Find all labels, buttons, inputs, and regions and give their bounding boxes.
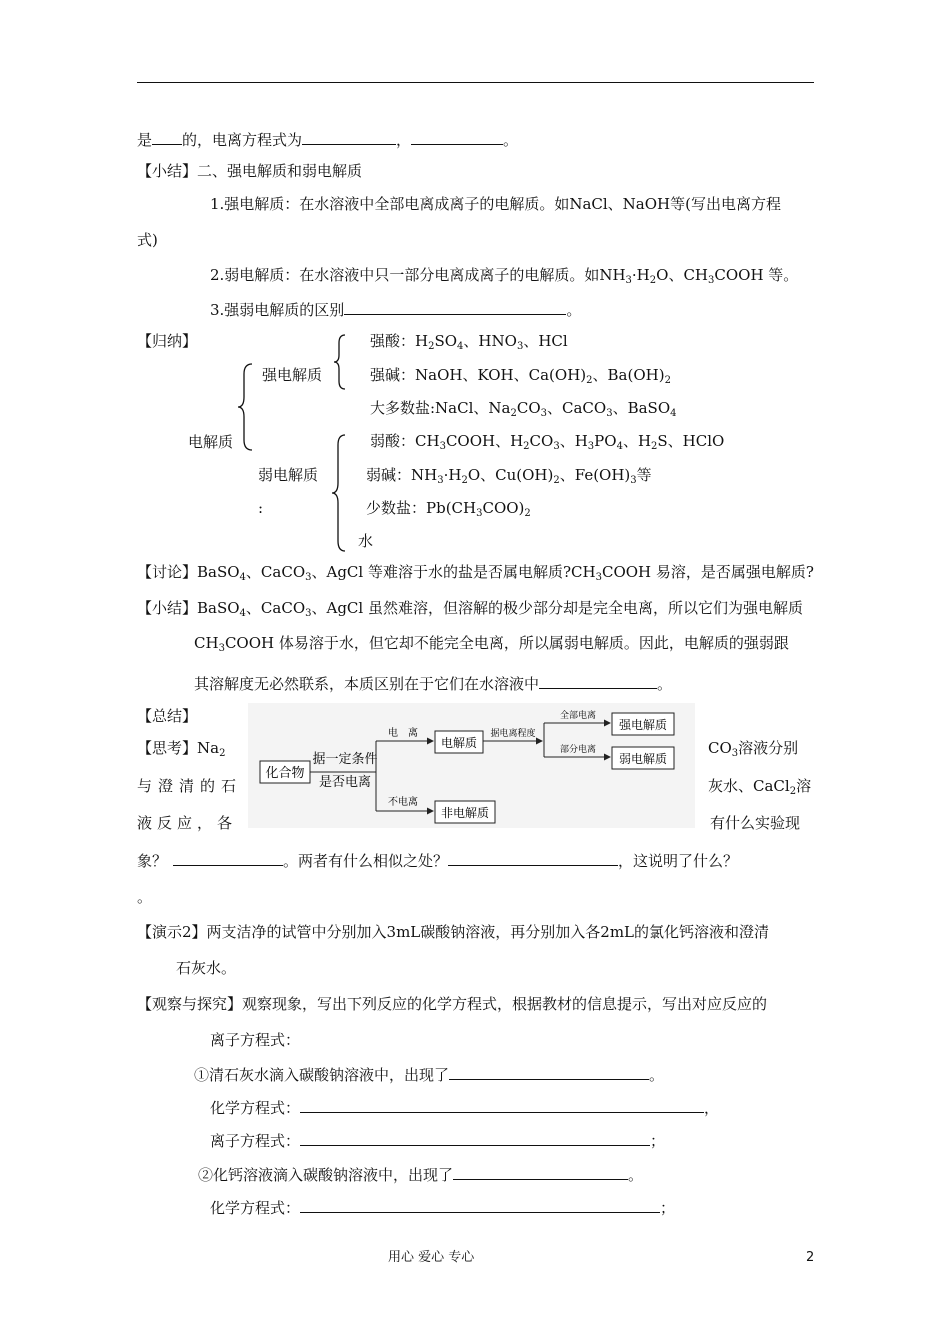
observe-line2: 离子方程式： [210,1031,301,1049]
think-line1-right: $CO_3$溶液分别 [708,739,799,759]
summary-heading: 【小结】二、强电解质和弱电解质 [137,162,363,180]
summary2-line3: 其溶解度无必然联系，本质区别在于它们在水溶液中 。 [194,675,673,693]
ion-eq-1: 离子方程式： ； [210,1132,666,1150]
no-ionize-label: 不电离 [388,797,418,808]
most-salts: 大多数盐:NaCl、$Na_2CO_3$、CaCO$_3$、BaSO$_4$ [370,399,677,419]
strong-bases: 强碱：NaOH、KOH、$Ca(OH)_2$、$Ba(OH)_2$ [370,366,671,386]
think-line4: 象？ 。两者有什么相似之处？ ，这说明了什么？ [137,852,739,870]
electrolyte-classification-diagram [248,703,695,828]
electrolyte-root-label: 电解质 [188,433,234,451]
chem-eq-2: 化学方程式： ； [210,1199,676,1217]
demo-line1: 【演示2】两支洁净的试管中分别加入3mL碳酸钠溶液，再分别加入各2mL的氯化钙溶液和澄清 [137,923,770,941]
discussion-line: 【讨论】BaSO$_4$、CaCO$_3$、AgCl 等难溶于水的盐是否属电解质$?CH_3COOH$ 易溶，是否属强电解质? [137,563,814,583]
non-electrolyte-text: 非电解质 [440,806,490,820]
observe-line1: 【观察与探究】观察现象，写出下列反应的化学方程式，根据教材的信息提示，写出对应反应的 [137,995,768,1013]
strong-acids: 强酸：$H_2SO_4$、$HNO_3$、HCl [370,332,568,352]
footer-slogan: 用心 爱心 专心 [388,1250,475,1265]
think-line3-left: 液反应，各 [137,814,238,832]
water-label: 水 [358,532,374,550]
condition-label-1: 据一定条件 [312,752,378,767]
page-number: 2 [806,1250,815,1265]
header-rule [137,82,814,83]
strong-electrolyte-def-cont: 式) [137,231,158,249]
strong-brace [332,333,348,391]
root-brace [236,362,256,452]
think-line1-left: 【思考】$Na_2$ [137,739,226,759]
strong-electrolyte-def: 1.强电解质：在水溶液中全部电离成离子的电解质。如NaCl、NaOH等(写出电离方程 [210,195,781,213]
think-line2-right: 灰水、CaCl$_2$溶 [708,777,812,797]
weak-electrolyte-label: 弱电解质 [258,466,319,484]
electrolyte-label: 电解质 [440,736,478,750]
weak-acids: 弱酸：$CH_3COOH$、$H_2CO_3$、$H_3PO_4$、$H_2S$、HClO [370,432,725,452]
weak-brace [330,433,348,553]
demo-line2: 石灰水。 [176,959,237,977]
strong-electrolyte-label: 强电解质 [262,366,323,384]
few-salts: 少数盐：$Pb(CH_3COO)_2$ [366,499,531,519]
chem-eq-1: 化学方程式： ， [210,1099,720,1117]
think-line2-left: 与澄清的石 [137,777,243,795]
strong-electrolyte-text: 强电解质 [618,718,668,732]
think-line5: 。 [137,888,153,906]
difference-line: 3.强弱电解质的区别 。 [210,301,582,319]
think-line3-right: 有什么实验现 [710,814,801,832]
ionize-label: 电 离 [388,728,418,739]
guina-heading: 【归纳】 [137,332,198,350]
line-ionization-equation: 是 的，电离方程式为 ， 。 [137,131,519,149]
compound-label: 化合物 [265,766,305,781]
summary2-line2: $CH_3COOH$ 体易溶于水，但它却不能完全电离，所以属弱电解质。因此，电解质的强弱跟 [194,634,789,654]
question-2: ②化钙溶液滴入碳酸钠溶液中，出现了 。 [198,1166,644,1184]
weak-electrolyte-def: 2.弱电解质：在水溶液中只一部分电离成离子的电解质。如$NH_3\cdot H_2O$、$CH_3COOH$ 等。 [210,266,799,286]
zongjie-heading: 【总结】 [137,707,198,725]
weak-electrolyte-colon: : [258,499,264,517]
weak-electrolyte-text: 弱电解质 [618,752,668,766]
summary2-line1: 【小结】BaSO$_4$、CaCO$_3$、AgCl 虽然难溶，但溶解的极少部分却是完全电离，所以它们为强电解质 [137,599,803,619]
degree-label: 据电离程度 [490,729,536,739]
full-ionize-label: 全部电离 [559,711,597,721]
question-1: ①清石灰水滴入碳酸钠溶液中，出现了 。 [194,1066,665,1084]
condition-label-2: 是否电离 [318,775,372,790]
weak-bases: 弱碱：$NH_3\cdot H_2O$、$Cu(OH)_2$、$Fe(OH)_3$等 [366,466,652,486]
partial-ionize-label: 部分电离 [559,745,597,755]
